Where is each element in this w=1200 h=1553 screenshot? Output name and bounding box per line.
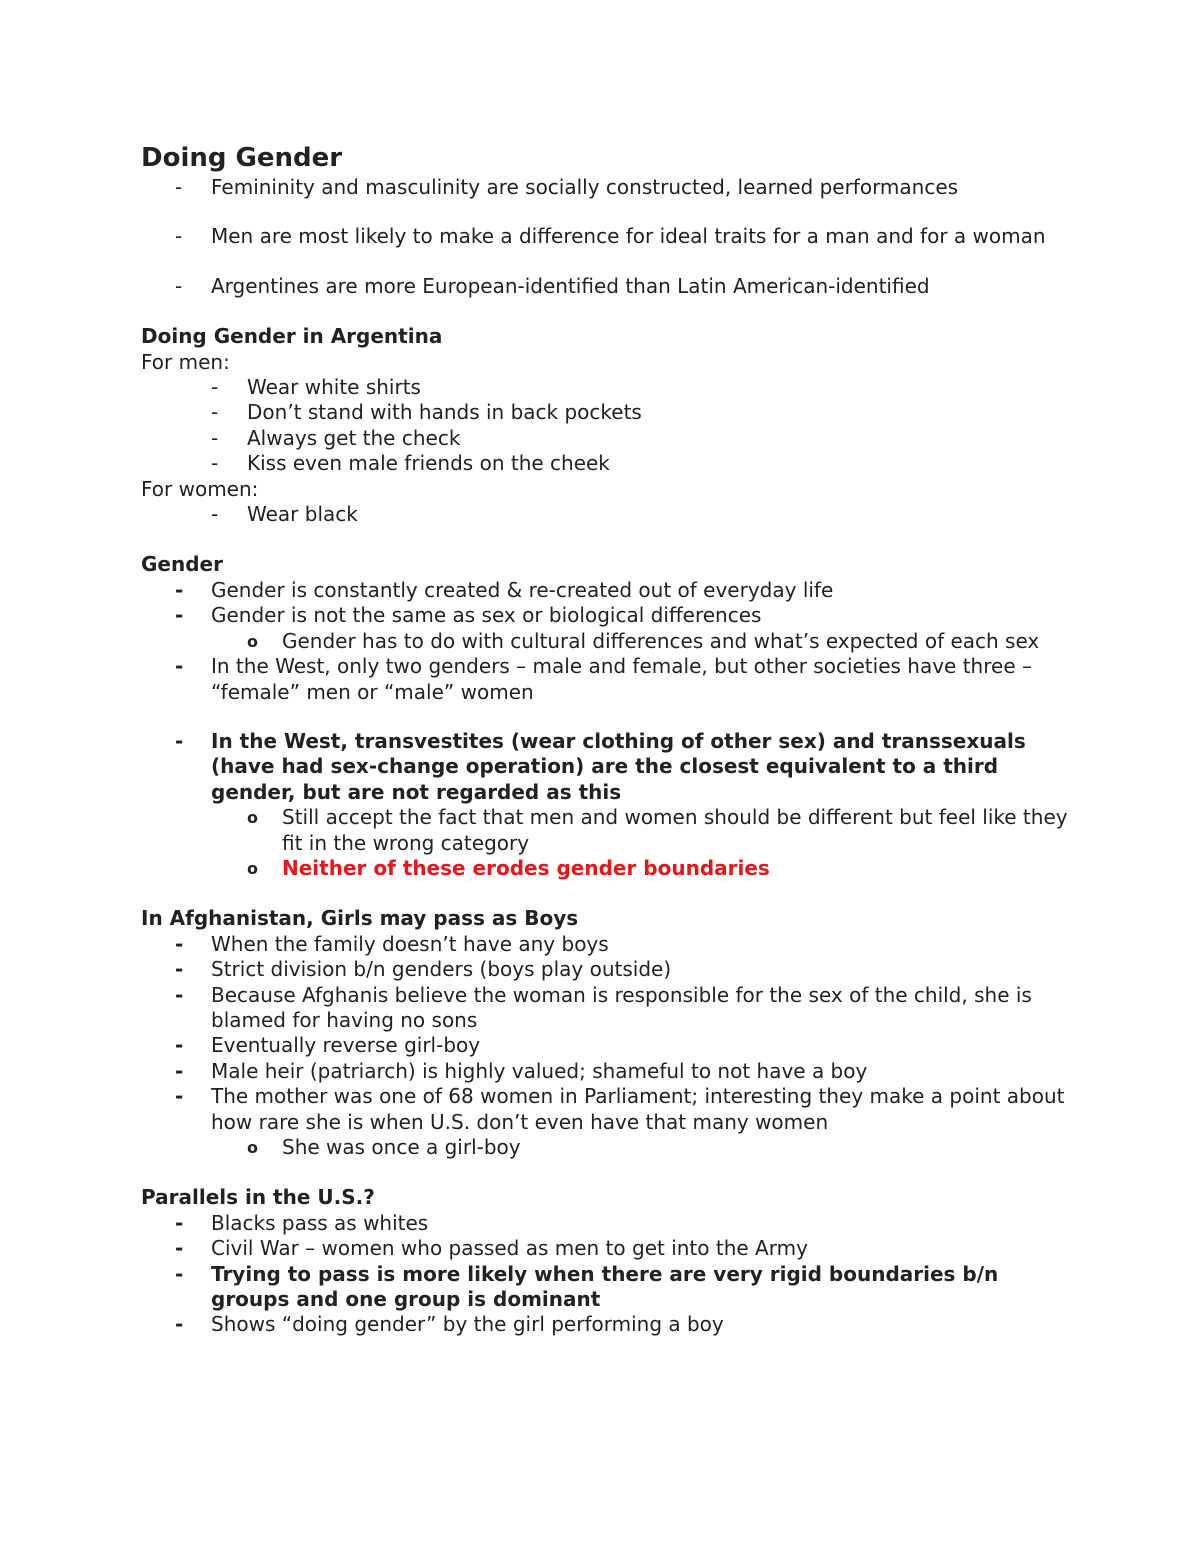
section-heading-us: Parallels in the U.S.? [141, 1185, 375, 1210]
circle-bullet: o [247, 808, 258, 828]
afghanistan-item: When the family doesn’t have any boys [211, 931, 609, 956]
list-item [141, 400, 1071, 425]
list-item [141, 1236, 1071, 1261]
us-item: Blacks pass as whites [211, 1210, 429, 1235]
document-page [141, 141, 1071, 1338]
spacer [141, 250, 1071, 274]
circle-bullet: o [247, 1138, 258, 1157]
gender-item: Gender is constantly created & re-created out of everyday life [211, 577, 834, 602]
dash-bullet: - [175, 1261, 184, 1286]
afghanistan-item: Strict division b/n genders (boys play outside) [211, 957, 672, 982]
dash-bullet: - [211, 375, 219, 400]
circle-bullet: o [247, 858, 258, 878]
sub-list-item [141, 805, 1071, 856]
dash-bullet: - [175, 603, 184, 628]
us-item: Civil War – women who passed as men to get into the Army [211, 1236, 808, 1261]
men-item: Wear white shirts [247, 375, 421, 400]
dash-bullet: - [211, 425, 219, 450]
dash-bullet: - [211, 502, 219, 527]
circle-bullet: o [247, 631, 258, 651]
dash-bullet: - [175, 931, 184, 956]
gender-subitem: Still accept the fact that men and women should be different but feel like they fit in the wrong category [282, 805, 1068, 855]
dash-bullet: - [175, 1058, 184, 1083]
gender-subitem-red: Neither of these erodes gender boundaries [282, 855, 770, 880]
dash-bullet: - [211, 400, 219, 425]
afghanistan-subitem: She was once a girl-boy [282, 1135, 521, 1159]
list-item [141, 932, 1071, 957]
afghanistan-item: Male heir (patriarch) is highly valued; shameful to not have a boy [211, 1058, 868, 1083]
spacer [141, 705, 1071, 729]
dash-bullet: - [175, 654, 184, 679]
intro-item-3: Argentines are more European-identified than Latin American-identified [211, 273, 930, 298]
dash-bullet: - [175, 1312, 184, 1337]
list-item [141, 729, 1071, 805]
list-item [141, 175, 1071, 200]
spacer [141, 527, 1071, 552]
list-item [141, 1059, 1071, 1084]
dash-bullet: - [175, 982, 184, 1007]
doc-title: Doing Gender [141, 143, 343, 173]
men-item: Kiss even male friends on the cheek [247, 451, 610, 476]
gender-item: In the West, only two genders – male and female, but other societies have three – “female” men or “male” women [211, 654, 1032, 704]
list-item [141, 654, 1071, 705]
sub-list-item [141, 1135, 1071, 1160]
gender-subitem: Gender has to do with cultural differences and what’s expected of each sex [282, 628, 1040, 653]
section-heading-afghanistan: In Afghanistan, Girls may pass as Boys [141, 906, 579, 931]
list-item [141, 603, 1071, 628]
list-item [141, 1033, 1071, 1058]
dash-bullet: - [175, 1084, 184, 1109]
intro-item-1: Femininity and masculinity are socially constructed, learned performances [211, 175, 959, 199]
women-label: For women: [141, 476, 259, 501]
dash-bullet: - [175, 1033, 184, 1058]
spacer [141, 200, 1071, 224]
men-item: Always get the check [247, 425, 461, 450]
gender-item: Gender is not the same as sex or biological differences [211, 603, 762, 628]
afghanistan-item: Because Afghanis believe the woman is responsible for the sex of the child, she is blamed for having no sons [211, 982, 1032, 1032]
sub-list-item [141, 629, 1071, 654]
list-item [141, 983, 1071, 1034]
dash-bullet: - [175, 728, 184, 753]
list-item [141, 1312, 1071, 1337]
list-item [141, 451, 1071, 476]
list-item [141, 957, 1071, 982]
list-item [141, 375, 1071, 400]
us-item-bold: Trying to pass is more likely when there are very rigid boundaries b/n groups and one group is dominant [211, 1261, 999, 1312]
dash-bullet: - [211, 451, 219, 476]
spacer [141, 1160, 1071, 1185]
list-item [141, 274, 1071, 299]
list-item [141, 224, 1071, 249]
dash-bullet: - [175, 175, 183, 199]
section-heading-argentina: Doing Gender in Argentina [141, 324, 443, 349]
list-item [141, 502, 1071, 527]
section-heading-gender: Gender [141, 552, 223, 577]
dash-bullet: - [175, 957, 184, 982]
dash-bullet: - [175, 1236, 184, 1261]
dash-bullet: - [175, 224, 183, 249]
men-item: Don’t stand with hands in back pockets [247, 400, 642, 425]
intro-item-2: Men are most likely to make a difference for ideal traits for a man and for a woman [211, 224, 1046, 249]
us-item: Shows “doing gender” by the girl performing a boy [211, 1312, 724, 1337]
dash-bullet: - [175, 1210, 184, 1235]
dash-bullet: - [175, 577, 184, 602]
men-label: For men: [141, 349, 230, 374]
list-item [141, 1262, 1071, 1313]
sub-list-item [141, 856, 1071, 881]
afghanistan-item: The mother was one of 68 women in Parliament; interesting they make a point about how rare she is when U.S. don’t even have that many women [211, 1084, 1065, 1134]
list-item [141, 578, 1071, 603]
list-item [141, 426, 1071, 451]
dash-bullet: - [175, 273, 183, 298]
list-item [141, 1084, 1071, 1135]
spacer [141, 881, 1071, 906]
spacer [141, 299, 1071, 324]
afghanistan-item: Eventually reverse girl-boy [211, 1033, 481, 1058]
gender-item-bold: In the West, transvestites (wear clothing of other sex) and transsexuals (have had sex-change operation) are the closest equivalent to a third gender, but are not regarded as this [211, 728, 1026, 804]
list-item [141, 1211, 1071, 1236]
women-item: Wear black [247, 502, 358, 527]
